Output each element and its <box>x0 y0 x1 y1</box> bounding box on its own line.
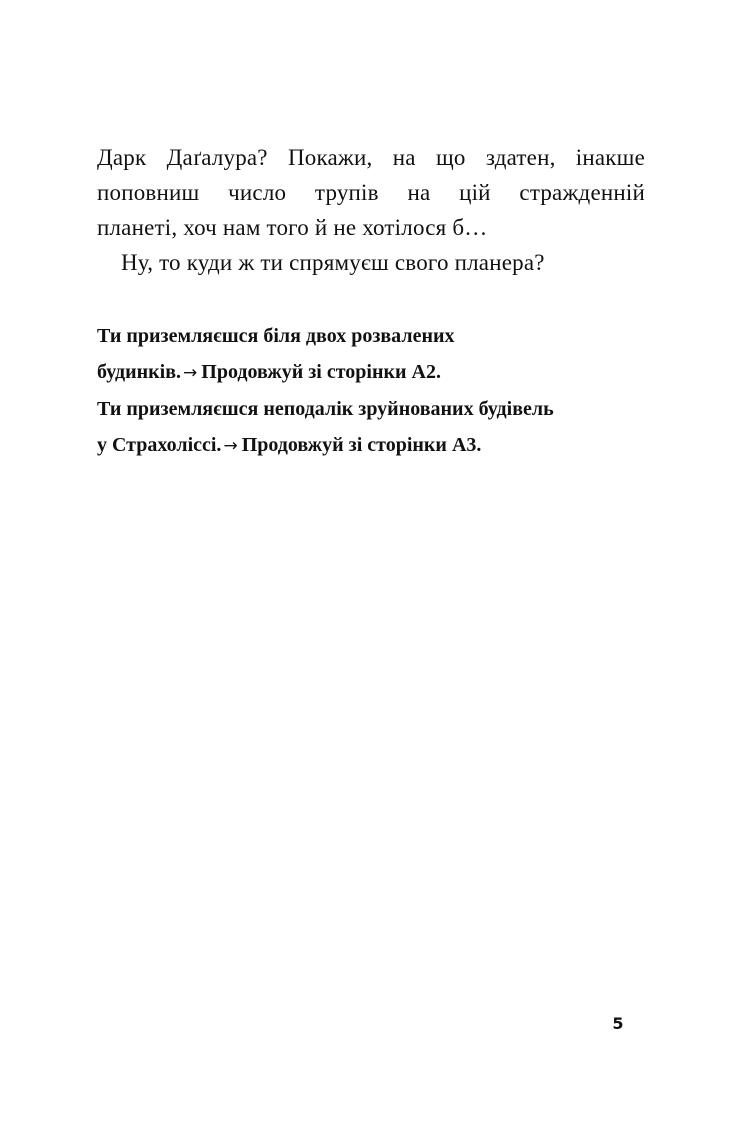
narrative-line: Дарк Даґалура? Покажи, на що здатен, інакше <box>97 145 645 170</box>
narrative-text <box>97 140 645 280</box>
page-number: 5 <box>612 1014 624 1033</box>
choice-list <box>97 318 657 464</box>
choice-a3[interactable] <box>97 391 657 464</box>
choice-target: Продовжуй зі сторінки А3. <box>241 434 482 456</box>
choice-text: Ти приземляєшся неподалік зруйнованих будівель <box>97 398 554 420</box>
arrow-right-icon: → <box>223 436 238 456</box>
arrow-right-icon: → <box>183 363 198 383</box>
choice-text: Ти приземляєшся біля двох розвалених <box>97 325 455 347</box>
choice-target-line <box>97 354 657 391</box>
narrative-line: Ну, то куди ж ти спрямуєш свого планера? <box>121 250 545 275</box>
choice-text: будинків. <box>97 361 182 383</box>
narrative-line: поповниш число трупів на цій стражденній <box>97 180 645 205</box>
choice-text: у Страхоліссі. <box>97 434 222 456</box>
narrative-line: планеті, хоч нам того й не хотілося б… <box>97 215 488 240</box>
choice-a2[interactable] <box>97 318 657 391</box>
choice-target: Продовжуй зі сторінки А2. <box>201 361 441 383</box>
choice-target-line <box>97 427 657 464</box>
